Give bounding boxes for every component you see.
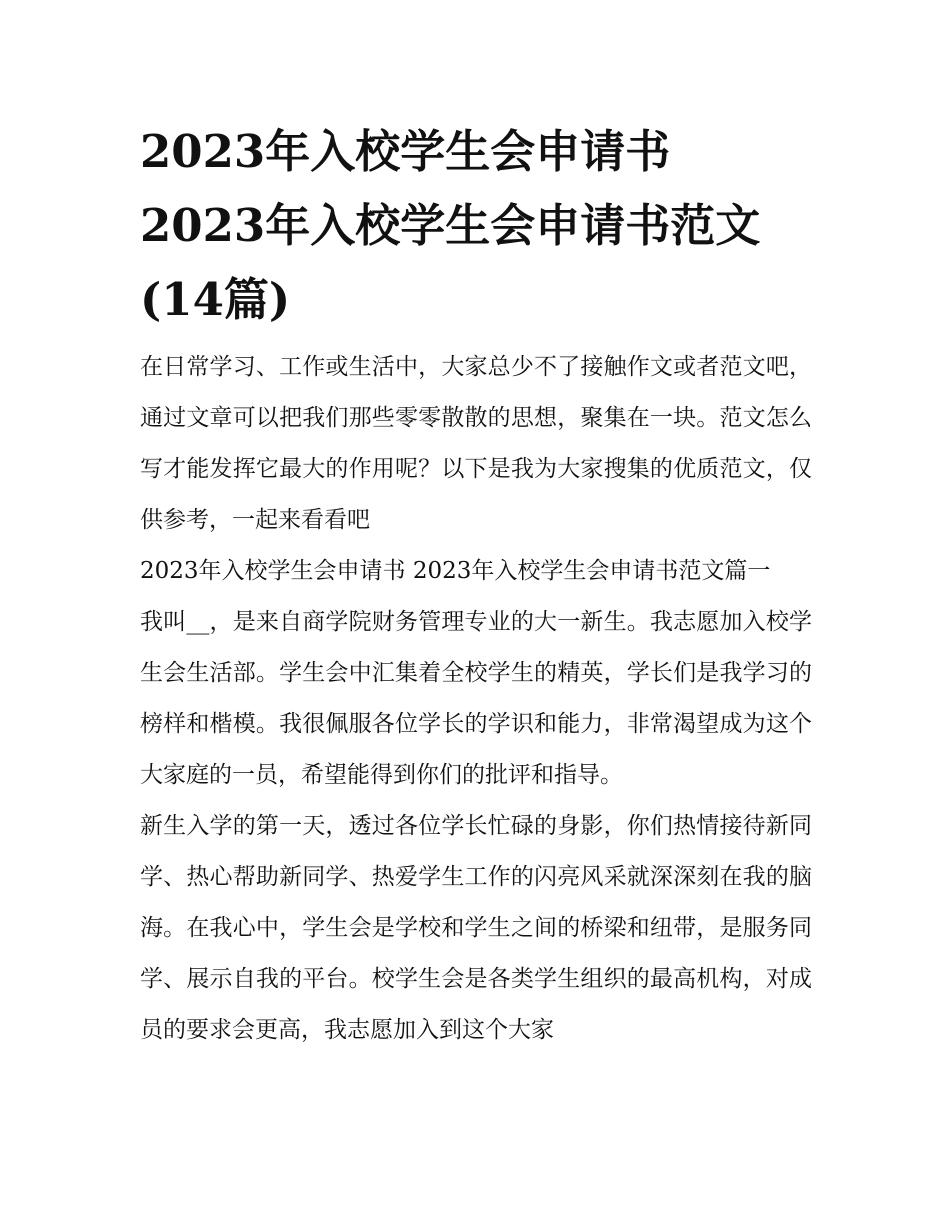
section-heading-paragraph: 2023年入校学生会申请书 2023年入校学生会申请书范文篇一 <box>140 558 771 584</box>
title-line-3: (14篇) <box>140 273 291 326</box>
document-title <box>140 115 812 337</box>
document-body <box>140 342 812 1056</box>
intro-paragraph: 在日常学习、工作或生活中，大家总少不了接触作文或者范文吧，通过文章可以把我们那些零零散散的思想，聚集在一块。范文怎么写才能发挥它最大的作用呢？以下是我为大家搜集的优质范文，仅供参考，一起来看看吧 <box>140 354 812 533</box>
title-line-2: 2023年入校学生会申请书范文 <box>140 199 761 252</box>
body-paragraph-2: 新生入学的第一天，透过各位学长忙碌的身影，你们热情接待新同学、热心帮助新同学、热爱学生工作的闪亮风采就深深刻在我的脑海。在我心中，学生会是学校和学生之间的桥梁和纽带，是服务同学、展示自我的平台。校学生会是各类学生组织的最高机构，对成员的要求会更高，我志愿加入到这个大家 <box>140 813 812 1043</box>
document-page <box>140 115 812 1056</box>
body-paragraph-1: 我叫__，是来自商学院财务管理专业的大一新生。我志愿加入校学生会生活部。学生会中汇集着全校学生的精英，学长们是我学习的榜样和楷模。我很佩服各位学长的学识和能力，非常渴望成为这个大家庭的一员，希望能得到你们的批评和指导。 <box>140 609 812 788</box>
title-line-1: 2023年入校学生会申请书 <box>140 125 671 178</box>
